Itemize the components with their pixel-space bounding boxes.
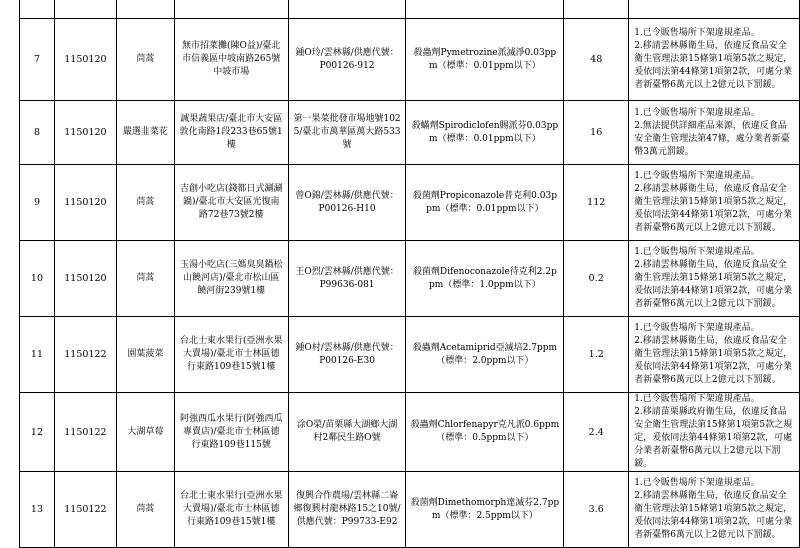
cell-no: 8 xyxy=(20,101,55,165)
cell-vendor: 誠果蔬果店/臺北市大安區敦化南路1段233巷65號1樓 xyxy=(174,101,288,165)
cell-vendor: 台北士東水果行(亞洲水果大賣場)/臺北市士林區德行東路109巷15號1樓 xyxy=(174,472,288,548)
cell-item: 茼蒿 xyxy=(116,165,174,241)
cell-vendor: 吉創小吃店(錢都日式涮涮鍋)/臺北市大安區光復南路72巷73號2樓 xyxy=(174,165,288,241)
cell-result: 殺菌劑Dimethomorph達滅芬2.7ppm（標準：2.5ppm以下） xyxy=(406,472,564,548)
cell-remark: 1.已令販售場所下架違規產品。 2.移請雲林縣衛生局，依違反食品安全衛生管理法第15條第1項第5款之規定，爰依同法第44條第1項第2款，可處分業者新臺幣6萬元以上2億元以下罰鍰。 xyxy=(629,317,800,393)
violation-table xyxy=(19,0,800,548)
cell-qty: 1.2 xyxy=(564,317,629,393)
cell-remark: 1.已令販售場所下架違規產品。 2.移請雲林縣衛生局，依違反食品安全衛生管理法第15條第1項第5款之規定，爰依同法第44條第1項第2款，可處分業者新臺幣6萬元以上2億元以下罰鍰。 xyxy=(629,472,800,548)
cell-supplier: 涂O榮/苗栗縣大湖鄉大湖村2鄰民生路O號 xyxy=(288,393,406,472)
cell-remark: 1.已令販售場所下架違規產品。 2.移請雲林縣衛生局，依違反食品安全衛生管理法第15條第1項第5款之規定，爰依同法第44條第1項第2款，可處分業者新臺幣6萬元以上2億元以下罰鍰。 xyxy=(629,19,800,101)
cell-result: 殺蟲劑Pymetrozine派滅淨0.03ppm（標準：0.01ppm以下） xyxy=(406,19,564,101)
cell-result: 殺蟎劑Spirodiclofen賜派芬0.03ppm（標準：0.01ppm以下） xyxy=(406,101,564,165)
cell-date: 1150122 xyxy=(54,472,116,548)
cell-vendor: 阿強西瓜水果行(阿強西瓜專賣店)/臺北市士林區德行東路109巷115號 xyxy=(174,393,288,472)
cell-qty: 3.6 xyxy=(564,472,629,548)
table-row xyxy=(20,101,800,165)
cell-remark: 1.已令販售場所下架違規產品。 2.移請苗栗縣政府衛生局，依違反食品安全衛生管理法第15條第1項第5款之規定，爰依同法第44條第1項第2款，可處分業者新臺幣6萬元以上2億元以下罰鍰。 xyxy=(629,393,800,472)
cell-qty: 2.4 xyxy=(564,393,629,472)
cell-supplier: 曾O錦/雲林縣/供應代號：P00126-H10 xyxy=(288,165,406,241)
table-row xyxy=(20,19,800,101)
cell-date: 1150120 xyxy=(54,165,116,241)
table-row xyxy=(20,393,800,472)
cell-no: 9 xyxy=(20,165,55,241)
cell-qty: 16 xyxy=(564,101,629,165)
cell-supplier: 王O烈/雲林縣/供應代號：P99636-081 xyxy=(288,241,406,317)
cell-item: 嚴選韭菜花 xyxy=(116,101,174,165)
cell-no: 11 xyxy=(20,317,55,393)
cell-item: 園葉菠菜 xyxy=(116,317,174,393)
cell-vendor: 玉湯小吃店(三媽臭臭鍋松山饒河店)/臺北市松山區饒河街239號1樓 xyxy=(174,241,288,317)
cell-item: 茼蒿 xyxy=(116,472,174,548)
table-row xyxy=(20,241,800,317)
cell-qty: 48 xyxy=(564,19,629,101)
cell-date: 1150120 xyxy=(54,241,116,317)
table-row xyxy=(20,472,800,548)
cell-supplier xyxy=(288,0,406,19)
cell-vendor: 台北士東水果行(亞洲水果大賣場)/臺北市士林區德行東路109巷15號1樓 xyxy=(174,317,288,393)
cell-result: 殺蟲劑Acetamiprid亞滅培2.7ppm（標準：2.0ppm以下） xyxy=(406,317,564,393)
cell-no: 13 xyxy=(20,472,55,548)
cell-date xyxy=(54,0,116,19)
cell-result xyxy=(406,0,564,19)
cell-qty: 0.2 xyxy=(564,241,629,317)
table-row xyxy=(20,165,800,241)
cell-result: 殺菌劑Propiconazole普克利0.03ppm（標準：0.01ppm以下） xyxy=(406,165,564,241)
cell-vendor xyxy=(174,0,288,19)
cell-item: 茼蒿 xyxy=(116,241,174,317)
cell-date: 1150120 xyxy=(54,19,116,101)
cell-date: 1150122 xyxy=(54,393,116,472)
cell-qty: 112 xyxy=(564,165,629,241)
cell-supplier: 鍾O村/雲林縣/供應代號：P00126-E30 xyxy=(288,317,406,393)
cell-no: 10 xyxy=(20,241,55,317)
cell-no: 7 xyxy=(20,19,55,101)
cell-date: 1150120 xyxy=(54,101,116,165)
cell-remark: 1.已令販售場所下架違規產品。 2.無法提供詳細產品來源，依違反食品安全衛生管理法第47條，處分業者新臺幣3萬元罰鍰。 xyxy=(629,101,800,165)
cell-no xyxy=(20,0,55,19)
cell-supplier: 第一果菜批發市場地號1025/臺北市萬華區萬大路533號 xyxy=(288,101,406,165)
cell-supplier: 復興合作農場/雲林縣二崙鄉復興村龍林路15之10號/供應代號：P99733-E92 xyxy=(288,472,406,548)
cell-remark: 1.已令販售場所下架違規產品。 2.移請雲林縣衛生局，依違反食品安全衛生管理法第15條第1項第5款之規定，爰依同法第44條第1項第2款，可處分業者新臺幣6萬元以上2億元以下罰鍰。 xyxy=(629,165,800,241)
cell-date: 1150122 xyxy=(54,317,116,393)
cell-result: 殺菌劑Difenoconazole待克利2.2ppm（標準：1.0ppm以下） xyxy=(406,241,564,317)
cell-remark: 1.已令販售場所下架違規產品。 2.移請雲林縣衛生局，依違反食品安全衛生管理法第15條第1項第5款之規定，爰依同法第44條第1項第2款，可處分業者新臺幣6萬元以上2億元以下罰鍰。 xyxy=(629,241,800,317)
table-row xyxy=(20,317,800,393)
cell-result: 殺蟲劑Chlorfenapyr克凡派0.6ppm（標準：0.5ppm以下） xyxy=(406,393,564,472)
cell-qty xyxy=(564,0,629,19)
cell-item xyxy=(116,0,174,19)
cell-item: 大湖草莓 xyxy=(116,393,174,472)
table-row xyxy=(20,0,800,19)
cell-supplier: 鍾O玲/雲林縣/供應代號：P00126-912 xyxy=(288,19,406,101)
cell-remark xyxy=(629,0,800,19)
cell-no: 12 xyxy=(20,393,55,472)
cell-vendor: 無市招菜攤(陳O益)/臺北市信義區中坡南路265號中坡市場 xyxy=(174,19,288,101)
cell-item: 茼蒿 xyxy=(116,19,174,101)
